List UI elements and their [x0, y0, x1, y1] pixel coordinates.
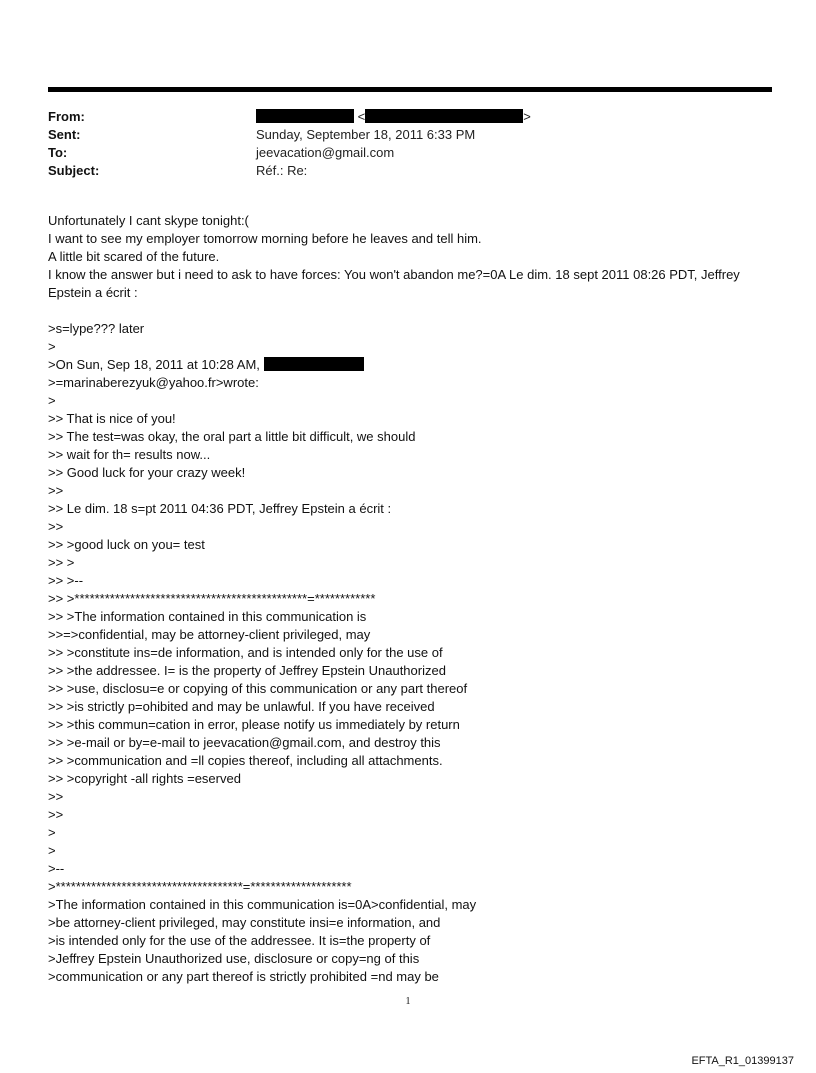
quoted-line: >> The test=was okay, the oral part a little bit difficult, we should [48, 429, 416, 444]
body-line: I know the answer but i need to ask to have forces: You won't abandon me?=0A Le dim. 18 sept 2011 08:26 PDT, Jeffrey Epstein a écrit : [48, 267, 740, 300]
document-id: EFTA_R1_01399137 [691, 1055, 794, 1067]
quoted-line: > [48, 393, 56, 408]
quoted-line: >> [48, 789, 64, 804]
body-line: >s=lype??? later [48, 321, 145, 336]
blank-line [48, 302, 772, 320]
quoted-line: >> >e-mail or by=e-mail to jeevacation@gmail.com, and destroy this [48, 735, 441, 750]
quoted-line: >> >communication and =ll copies thereof, including all attachments. [48, 753, 443, 768]
body-line: >=marinaberezyuk@yahoo.fr>wrote: [48, 375, 259, 390]
to-label: To: [48, 145, 68, 160]
quoted-line: >be attorney-client privileged, may constitute insi=e information, and [48, 915, 441, 930]
quoted-line: >> >**********************************************=************ [48, 591, 376, 606]
subject-value: Réf.: Re: [256, 163, 308, 178]
quoted-line: > [48, 825, 56, 840]
quoted-line: >> >is strictly p=ohibited and may be unlawful. If you have received [48, 699, 435, 714]
redacted-name [264, 357, 364, 371]
body-line: Unfortunately I cant skype tonight:( [48, 213, 249, 228]
quoted-line: >> > [48, 555, 75, 570]
header-rule [48, 87, 772, 92]
quoted-line: >> >the addressee. I= is the property of Jeffrey Epstein Unauthorized [48, 663, 446, 678]
quoted-line: >communication or any part thereof is strictly prohibited =nd may be [48, 969, 439, 984]
email-body [48, 212, 772, 986]
quoted-line: >> Le dim. 18 s=pt 2011 04:36 PDT, Jeffrey Epstein a écrit : [48, 501, 392, 516]
quoted-line: >The information contained in this communication is=0A>confidential, may [48, 897, 477, 912]
quoted-line: >> >-- [48, 573, 84, 588]
quoted-line: >> >constitute ins=de information, and is intended only for the use of [48, 645, 443, 660]
page-number: 1 [405, 996, 411, 1007]
sent-label: Sent: [48, 127, 81, 142]
sent-value: Sunday, September 18, 2011 6:33 PM [256, 127, 476, 142]
from-open-bracket: < [357, 109, 366, 124]
redacted-sender-email [365, 109, 523, 123]
quoted-line: >> [48, 807, 64, 822]
quoted-line: >is intended only for the use of the addressee. It is=the property of [48, 933, 431, 948]
quoted-line: >*************************************=******************** [48, 879, 352, 894]
quoted-line: >>=>confidential, may be attorney-client privileged, may [48, 627, 371, 642]
to-value: jeevacation@gmail.com [256, 145, 395, 160]
quoted-line: >> [48, 483, 64, 498]
redacted-sender-name [256, 109, 354, 123]
quoted-line: >-- [48, 861, 65, 876]
quoted-line: >> [48, 519, 64, 534]
body-line: I want to see my employer tomorrow morning before he leaves and tell him. [48, 231, 482, 246]
from-close-bracket: > [523, 109, 531, 124]
quoted-thread [48, 392, 772, 986]
quoted-line: >> >use, disclosu=e or copying of this communication or any part thereof [48, 681, 468, 696]
quoted-line: >> That is nice of you! [48, 411, 176, 426]
quoted-line: > [48, 843, 56, 858]
from-label: From: [48, 109, 85, 124]
quoted-line: >Jeffrey Epstein Unauthorized use, disclosure or copy=ng of this [48, 951, 420, 966]
from-value [256, 108, 531, 126]
quoted-line: >> >good luck on you= test [48, 537, 205, 552]
subject-label: Subject: [48, 163, 100, 178]
body-line-with-redaction [48, 356, 772, 374]
body-line: A little bit scared of the future. [48, 249, 220, 264]
quoted-line: >> >copyright -all rights =eserved [48, 771, 241, 786]
quoted-line: >> wait for th= results now... [48, 447, 211, 462]
quoted-line: >> Good luck for your crazy week! [48, 465, 246, 480]
on-date-text: >On Sun, Sep 18, 2011 at 10:28 AM, [48, 357, 260, 372]
quoted-line: >> >The information contained in this communication is [48, 609, 367, 624]
body-line: > [48, 339, 56, 354]
quoted-line: >> >this commun=cation in error, please notify us immediately by return [48, 717, 460, 732]
